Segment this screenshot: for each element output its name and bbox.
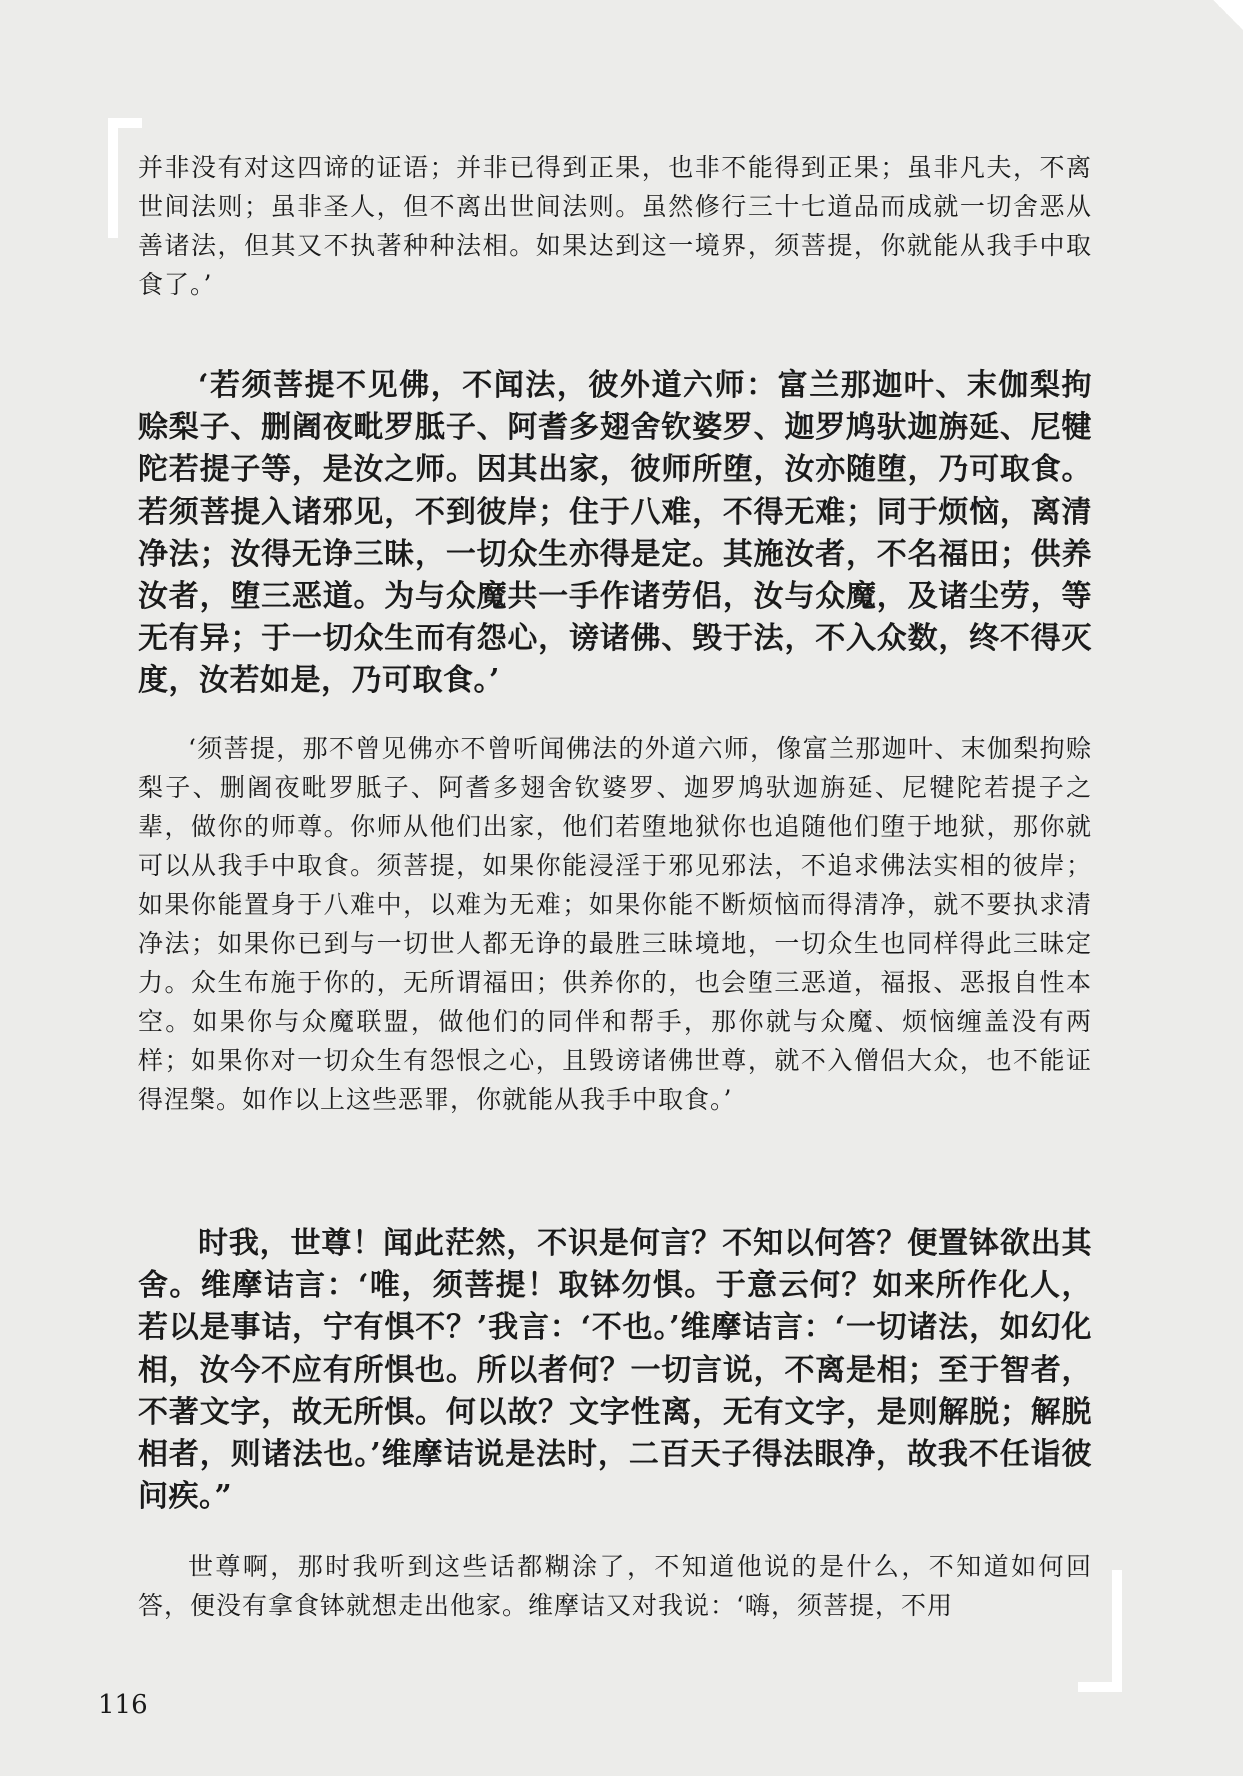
top-left-corner-bracket [108,118,142,238]
paragraph-4 [138,1223,1092,1518]
paragraph-text: ‘若须菩提不见佛，不闻法，彼外道六师：富兰那迦叶、末伽梨拘赊梨子、删阇夜毗罗胝子、阿耆多翅舍钦婆罗、迦罗鸠驮迦旃延、尼犍陀若提子等，是汝之师。因其出家，彼师所堕，汝亦随堕，乃可取食。若须菩提入诸邪见，不到彼岸；住于八难，不得无难；同于烦恼，离清净法；汝得无诤三昧，一切众生亦得是定。其施汝者，不名福田；供养汝者，堕三恶道。为与众魔共一手作诸劳侣，汝与众魔，及诸尘劳，等无有异；于一切众生而有怨心，谤诸佛、毁于法，不入众数，终不得灭度，汝若如是，乃可取食。’ [138,368,1092,699]
paragraph-text: 并非没有对这四谛的证语；并非已得到正果，也非不能得到正果；虽非凡夫，不离世间法则；虽非圣人，但不离出世间法则。虽然修行三十七道品而成就一切舍恶从善诸法，但其又不执著种种法相。如果达到这一境界，须菩提，你就能从我手中取食了。’ [138,153,1092,299]
paragraph-text: 时我，世尊！闻此茫然，不识是何言？不知以何答？便置钵欲出其舍。维摩诘言：‘唯，须菩提！取钵勿惧。于意云何？如来所作化人，若以是事诘，宁有惧不？’我言：‘不也。’维摩诘言：‘一切诸法，如幻化相，汝今不应有所惧也。所以者何？一切言说，不离是相；至于智者，不著文字，故无所惧。何以故？文字性离，无有文字，是则解脱；解脱相者，则诸法也。’维摩诘说是法时，二百天子得法眼净，故我不任诣彼问疾。” [138,1226,1092,1515]
page-number: 116 [98,1690,148,1720]
paragraph-text: 世尊啊，那时我听到这些话都糊涂了，不知道他说的是什么，不知道如何回答，便没有拿食钵就想走出他家。维摩诘又对我说：‘嗨，须菩提，不用 [138,1552,1092,1620]
paragraph-1 [138,148,1092,304]
paragraph-5 [138,1547,1092,1625]
paragraph-3 [138,729,1092,1119]
bottom-right-corner-bracket [1078,1570,1122,1692]
paragraph-text: ‘须菩提，那不曾见佛亦不曾听闻佛法的外道六师，像富兰那迦叶、末伽梨拘赊梨子、删阇夜毗罗胝子、阿耆多翅舍钦婆罗、迦罗鸠驮迦旃延、尼犍陀若提子之辈，做你的师尊。你师从他们出家，他们若堕地狱你也追随他们堕于地狱，那你就可以从我手中取食。须菩提，如果你能浸淫于邪见邪法，不追求佛法实相的彼岸；如果你能置身于八难中，以难为无难；如果你能不断烦恼而得清净，就不要执求清净法；如果你已到与一切世人都无诤的最胜三昧境地，一切众生也同样得此三昧定力。众生布施于你的，无所谓福田；供养你的，也会堕三恶道，福报、恶报自性本空。如果你与众魔联盟，做他们的同伴和帮手，那你就与众魔、烦恼缠盖没有两样；如果你对一切众生有怨恨之心，且毁谤诸佛世尊，就不入僧侣大众，也不能证得涅槃。如作以上这些恶罪，你就能从我手中取食。’ [138,734,1092,1114]
paragraph-2 [138,365,1092,703]
page-corner-mark [1213,0,1243,30]
